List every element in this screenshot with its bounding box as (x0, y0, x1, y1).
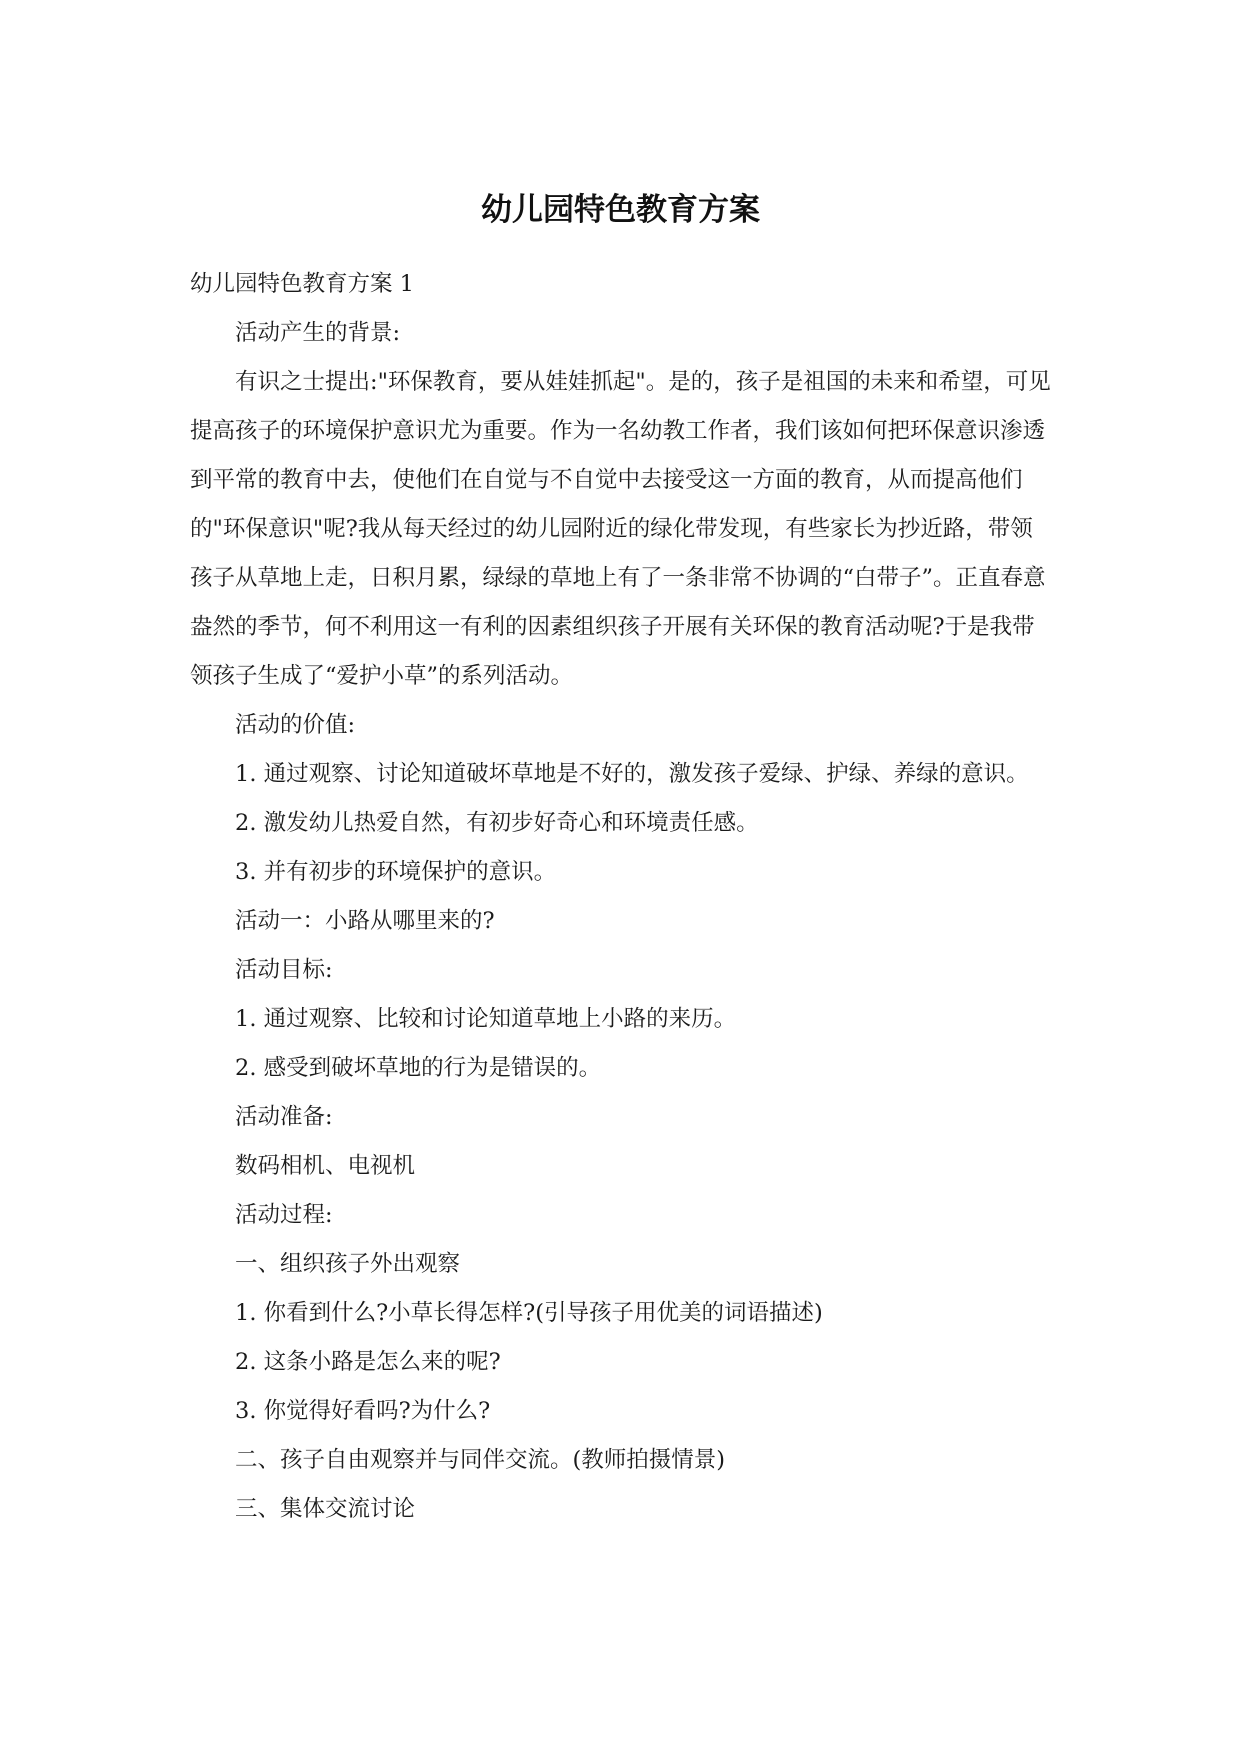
list-item-question-3: 3. 你觉得好看吗?为什么? (235, 1398, 491, 1424)
section-heading: 幼儿园特色教育方案 1 (190, 271, 414, 297)
list-item-goal-1: 1. 通过观察、比较和讨论知道草地上小路的来历。 (235, 1006, 737, 1032)
paragraph-background-body: 有识之士提出:"环保教育，要从娃娃抓起"。是的，孩子是祖国的未来和希望，可见提高孩子的环境保护意识尤为重要。作为一名幼教工作者，我们该如何把环保意识渗透到平常的教育中去，使他们在自觉与不自觉中去接受这一方面的教育，从而提高他们的"环保意识"呢?我从每天经过的幼儿园附近的绿化带发现，有些家长为抄近路，带领孩子从草地上走，日积月累，绿绿的草地上有了一条非常不协调的“白带子”。正直春意盎然的季节，何不利用这一有利的因素组织孩子开展有关环保的教育活动呢?于是我带领孩子生成了“爱护小草”的系列活动。 (190, 369, 1051, 689)
activity-goals-label: 活动目标: (235, 957, 333, 983)
process-step-3: 三、集体交流讨论 (235, 1496, 416, 1522)
paragraph-value-label: 活动的价值: (235, 712, 356, 738)
list-item-value-2: 2. 激发幼儿热爱自然，有初步好奇心和环境责任感。 (235, 810, 759, 836)
list-item-question-2: 2. 这条小路是怎么来的呢? (235, 1349, 501, 1375)
process-step-1: 一、组织孩子外出观察 (235, 1251, 461, 1277)
list-item-value-3: 3. 并有初步的环境保护的意识。 (235, 859, 557, 885)
activity-prep-body: 数码相机、电视机 (235, 1153, 416, 1179)
process-step-2: 二、孩子自由观察并与同伴交流。(教师拍摄情景) (235, 1447, 726, 1473)
paragraph-background-label: 活动产生的背景: (235, 320, 401, 346)
activity-process-label: 活动过程: (235, 1202, 333, 1228)
list-item-goal-2: 2. 感受到破坏草地的行为是错误的。 (235, 1055, 602, 1081)
document-body (190, 260, 1051, 1534)
list-item-value-1: 1. 通过观察、讨论知道破坏草地是不好的，激发孩子爱绿、护绿、养绿的意识。 (235, 761, 1029, 787)
activity-prep-label: 活动准备: (235, 1104, 333, 1130)
list-item-question-1: 1. 你看到什么?小草长得怎样?(引导孩子用优美的词语描述) (235, 1300, 823, 1326)
activity-one-heading: 活动一：小路从哪里来的? (235, 908, 495, 934)
document-title: 幼儿园特色教育方案 (481, 192, 760, 228)
